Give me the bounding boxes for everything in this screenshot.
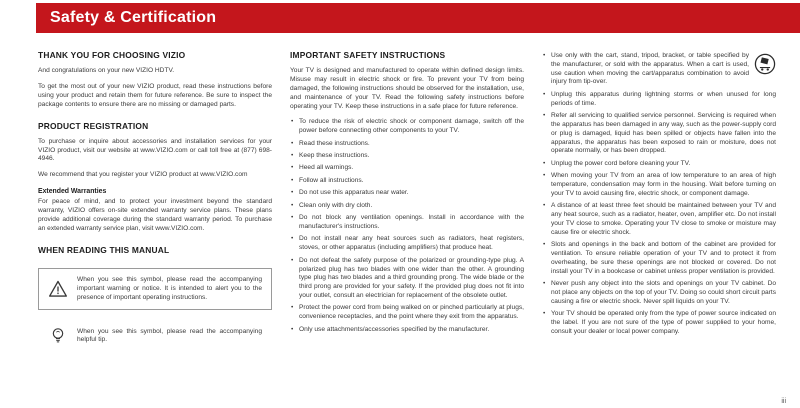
safety-bullet: • Your TV should be operated only from the type of power source indicated on the label. If you are not sure of the type of power supplied to your home, consult your dealer or local power company. <box>542 310 776 336</box>
safety-bullet: • Keep these instructions. <box>290 152 524 161</box>
safety-bullet: • Do not install near any heat sources such as radiators, heat registers, stoves, or other apparatus (including amplifiers) that produce heat. <box>290 235 524 253</box>
column-middle <box>290 50 524 396</box>
safety-list-right <box>542 52 776 337</box>
tip-note-text: When you see this symbol, please read the accompanying helpful tip. <box>77 327 262 344</box>
heading-thank-you: THANK YOU FOR CHOOSING VIZIO <box>38 50 186 60</box>
paragraph-purchase-inquire: To purchase or inquire about accessories and installation services for your VIZIO product, visit our website at www.VIZIO.com or call toll free at (877) 698-4946. <box>38 137 272 163</box>
safety-bullet: • A distance of at least three feet should be maintained between your TV and any heat source, such as a radiator, heater, oven, amplifier etc. Do not install your TV close to smoke. Operating your TV close to smoke or moisture may cause fire or electric shock. <box>542 202 776 237</box>
safety-bullet: • Do not use this apparatus near water. <box>290 189 524 198</box>
column-right <box>542 50 776 396</box>
heading-important-safety: IMPORTANT SAFETY INSTRUCTIONS <box>290 50 446 60</box>
safety-bullet-cart <box>542 52 776 87</box>
warning-triangle-icon <box>48 279 68 299</box>
safety-bullet: • Unplug this apparatus during lightning storms or when unused for long periods of time. <box>542 91 776 109</box>
safety-bullet: • Slots and openings in the back and bottom of the cabinet are provided for ventilation. To ensure reliable operation of your TV and to protect it from overheating, be sure these openings are not blocked or covered. Do not install your TV in a bookcase or cabinet unless proper ventilation is provided. <box>542 241 776 276</box>
paragraph-congratulations: And congratulations on your new VIZIO HDTV. <box>38 67 175 75</box>
page-content <box>38 50 776 396</box>
safety-bullet: • Clean only with dry cloth. <box>290 202 524 211</box>
safety-bullet: • Do not block any ventilation openings. Install in accordance with the manufacturer's instructions. <box>290 214 524 232</box>
warning-notice-box <box>38 268 272 310</box>
safety-bullet: • Only use attachments/accessories specified by the manufacturer. <box>290 326 524 335</box>
bullet-text: Use only with the cart, stand, tripod, bracket, or table specified by the manufacturer, or sold with the apparatus. When a cart is used, use caution when moving the cart/apparatus combination to avoid injury from tip-over. <box>551 52 749 86</box>
heading-when-reading: WHEN READING THIS MANUAL <box>38 244 170 255</box>
safety-bullet: • To reduce the risk of electric shock or component damage, switch off the power before connecting other components to your TV. <box>290 118 524 136</box>
safety-bullet: • Do not defeat the safety purpose of the polarized or grounding-type plug. A polarized plug has two blades with one wider than the other. A grounding type plug has two blades and a third grounding prong. The wide blade or the third prong are provided for your safety. If the provided plug does not fit into your outlet, consult an electrician for replacement of the obsolete outlet. <box>290 257 524 301</box>
column-left <box>38 50 272 396</box>
safety-bullet: • Heed all warnings. <box>290 164 524 173</box>
safety-list-middle <box>290 118 524 334</box>
paragraph-safety-intro: Your TV is designed and manufactured to operate within defined design limits. Misuse may result in electric shock or fire. To prevent your TV from being damaged, the following instructions should be observed for the installation, use, and maintenance of your TV. Read the following safety instructions before operating your TV. Keep these instructions in a safe place for future reference. <box>290 67 524 110</box>
warning-note-text: When you see this symbol, please read the accompanying important warning or notice. It is intended to alert you to the presence of important operating instructions. <box>77 275 262 301</box>
safety-bullet: • Read these instructions. <box>290 140 524 149</box>
paragraph-extended-warranties: For peace of mind, and to protect your investment beyond the standard warranty, VIZIO offers on-site extended warranty service plans. These plans provide additional coverage during the standard warranty period. To purchase an extended warranty service plan, visit www.VIZIO.com. <box>38 198 272 232</box>
paragraph-recommend-register: We recommend that you register your VIZIO product at www.VIZIO.com <box>38 171 248 179</box>
safety-bullet: • Refer all servicing to qualified service personnel. Servicing is required when the apparatus has been damaged in any way, such as the power-supply cord or plug is damaged, liquid has been spilled or objects have fallen into the apparatus, the apparatus has been exposed to rain or moisture, does not operate normally, or has been dropped. <box>542 112 776 156</box>
tip-note-row <box>38 326 272 346</box>
lightbulb-icon <box>48 326 68 346</box>
safety-bullet: • When moving your TV from an area of low temperature to an area of high temperature, condensation may form in the housing. Wait before turning on your TV to avoid causing fire, electric shock, or component damage. <box>542 172 776 198</box>
safety-bullet: • Unplug the power cord before cleaning your TV. <box>542 160 776 169</box>
subheading-extended-warranties: Extended Warranties <box>38 188 107 196</box>
heading-product-registration: PRODUCT REGISTRATION <box>38 120 149 131</box>
cart-tip-over-icon <box>754 53 776 75</box>
paragraph-get-the-most: To get the most out of your new VIZIO product, read these instructions before using your product and retain them for future reference. Be sure to inspect the package contents to ensure there are no missing or damaged parts. <box>38 83 272 108</box>
safety-bullet: • Follow all instructions. <box>290 177 524 186</box>
page-banner <box>36 3 800 33</box>
safety-bullet: • Never push any object into the slots and openings on your TV cabinet. Do not place any objects on the top of your TV. Doing so could short circuit parts causing a fire or electric shock. Never spill liquids on your TV. <box>542 280 776 306</box>
page-number: iii <box>781 398 786 405</box>
page-title: Safety & Certification <box>50 9 217 26</box>
safety-bullet: • Protect the power cord from being walked on or pinched particularly at plugs, convenience receptacles, and the point where they exit from the apparatus. <box>290 304 524 322</box>
